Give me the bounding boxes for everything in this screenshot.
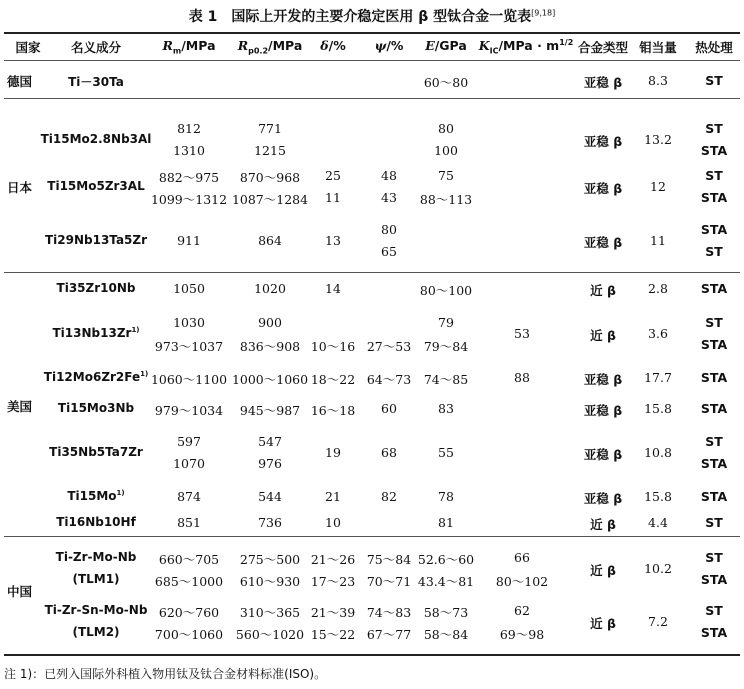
cell-rp: 1000～1060 xyxy=(231,372,309,387)
cell-d: 10～16 xyxy=(310,339,356,354)
header-moeq: 钼当量 xyxy=(639,40,677,55)
cell-d: 14 xyxy=(325,281,341,296)
cell-d: 11 xyxy=(325,190,341,205)
header-psi: ψ/% xyxy=(374,38,404,53)
cell-rp: 544 xyxy=(258,489,282,504)
cell-e: 60～80 xyxy=(423,75,469,90)
cell-e: 55 xyxy=(438,445,454,460)
table-title: 表 1 国际上开发的主要介稳定医用 β 型钛合金一览表[9,18] xyxy=(188,8,556,25)
cell-mo-equivalent: 10.2 xyxy=(644,561,672,576)
cell-ht: STA xyxy=(700,456,728,471)
cell-mo-equivalent: 4.4 xyxy=(648,515,668,530)
cell-mo-equivalent: 7.2 xyxy=(648,614,668,629)
cell-ht: STA xyxy=(700,337,728,352)
cell-d: 17～23 xyxy=(310,574,356,589)
cell-d: 10 xyxy=(325,515,341,530)
cell-rm: 1060～1100 xyxy=(150,372,228,387)
cell-d: 21 xyxy=(325,489,341,504)
cell-k: 53 xyxy=(514,326,530,341)
cell-rm: 979～1034 xyxy=(154,403,224,418)
title-ref: [9,18] xyxy=(531,8,556,18)
cell-ht: ST xyxy=(705,603,723,618)
cell-mo-equivalent: 8.3 xyxy=(648,73,668,88)
cell-rp: 864 xyxy=(258,233,282,248)
cell-alloy-type: 亚稳 β xyxy=(583,235,623,250)
cell-rp: 900 xyxy=(258,315,282,330)
cell-alloy-type: 亚稳 β xyxy=(583,491,623,506)
cell-ht: ST xyxy=(705,434,723,449)
footnote-ref: 1) xyxy=(131,326,140,334)
cell-p: 65 xyxy=(381,244,397,259)
cell-p: 70～71 xyxy=(366,574,412,589)
cell-rm: 812 xyxy=(177,121,201,136)
cell-rm: 973～1037 xyxy=(154,339,224,354)
cell-mo-equivalent: 13.2 xyxy=(644,132,672,147)
cell-rm: 882～975 xyxy=(158,170,220,185)
cell-rm: 1310 xyxy=(173,143,205,158)
footnote: 注 1)：已列入国际外科植入物用钛及钛合金材料标准(ISO)。 xyxy=(4,667,327,681)
country-japan: 日本 xyxy=(7,180,33,195)
cell-ht: ST xyxy=(705,121,723,136)
cell-p: 67～77 xyxy=(366,627,412,642)
cell-e: 52.6～60 xyxy=(417,552,475,567)
cell-ht: STA xyxy=(700,572,728,587)
alloy-name: Ti13Nb13Zr$^{1)}$ xyxy=(52,326,140,340)
cell-ht: STA xyxy=(700,370,728,385)
cell-alloy-type: 亚稳 β xyxy=(583,75,623,90)
header-rp: $R_{p0.2}$/MPa xyxy=(237,38,303,56)
cell-e: 83 xyxy=(438,401,454,416)
cell-e: 75 xyxy=(438,168,454,183)
cell-d: 25 xyxy=(325,168,341,183)
cell-rp: 547 xyxy=(258,434,282,449)
header-type: 合金类型 xyxy=(577,40,629,55)
alloy-name: Ti29Nb13Ta5Zr xyxy=(44,233,148,247)
cell-ht: STA xyxy=(700,625,728,640)
rule-de xyxy=(4,98,740,99)
cell-alloy-type: 近 β xyxy=(590,283,616,298)
cell-p: 75～84 xyxy=(366,552,412,567)
cell-rm: 911 xyxy=(177,233,201,248)
cell-d: 19 xyxy=(325,445,341,460)
cell-rm: 597 xyxy=(177,434,201,449)
cell-ht: STA xyxy=(700,190,728,205)
header-delta: δ/% xyxy=(320,38,346,53)
cell-rm: 1099～1312 xyxy=(150,192,228,207)
cell-e: 81 xyxy=(438,515,454,530)
cell-rp: 870～968 xyxy=(239,170,301,185)
cell-mo-equivalent: 11 xyxy=(650,233,666,248)
cell-p: 74～83 xyxy=(366,605,412,620)
header-country: 国家 xyxy=(15,40,41,55)
country-china: 中国 xyxy=(7,584,33,599)
alloy-name: Ti－30Ta xyxy=(68,75,124,89)
cell-p: 80 xyxy=(381,222,397,237)
cell-rp: 1020 xyxy=(254,281,286,296)
header-rm: $R_m$/MPa xyxy=(162,38,216,56)
cell-ht: ST xyxy=(705,550,723,565)
alloy-name: Ti15Mo3Nb xyxy=(57,401,135,415)
cell-ht: ST xyxy=(705,315,723,330)
cell-rm: 685～1000 xyxy=(154,574,224,589)
alloy-name: Ti12Mo6Zr2Fe$^{1)}$ xyxy=(43,370,149,384)
cell-d: 15～22 xyxy=(310,627,356,642)
cell-p: 64～73 xyxy=(366,372,412,387)
cell-rp: 836～908 xyxy=(239,339,301,354)
rule-top xyxy=(4,32,740,34)
cell-alloy-type: 亚稳 β xyxy=(583,447,623,462)
cell-alloy-type: 亚稳 β xyxy=(583,134,623,149)
cell-ht: ST xyxy=(705,168,723,183)
cell-e: 80～100 xyxy=(419,283,473,298)
cell-rp: 1215 xyxy=(254,143,286,158)
cell-alloy-type: 亚稳 β xyxy=(583,181,623,196)
cell-e: 78 xyxy=(438,489,454,504)
cell-p: 27～53 xyxy=(366,339,412,354)
cell-p: 68 xyxy=(381,445,397,460)
cell-k: 80～102 xyxy=(495,574,549,589)
cell-mo-equivalent: 2.8 xyxy=(648,281,668,296)
alloy-designation: (TLM2) xyxy=(72,625,120,639)
cell-e: 88～113 xyxy=(419,192,473,207)
alloy-name: Ti-Zr-Sn-Mo-Nb xyxy=(44,603,148,617)
cell-ht: STA xyxy=(700,281,728,296)
cell-mo-equivalent: 10.8 xyxy=(644,445,672,460)
footnote-ref: 1) xyxy=(140,370,149,378)
alloy-name: Ti15Mo2.8Nb3Al xyxy=(40,132,152,146)
cell-p: 60 xyxy=(381,401,397,416)
cell-ht: ST xyxy=(705,244,723,259)
cell-rp: 310～365 xyxy=(239,605,301,620)
alloy-name: Ti15Mo5Zr3AL xyxy=(47,179,145,193)
cell-d: 18～22 xyxy=(310,372,356,387)
cell-ht: STA xyxy=(700,222,728,237)
rule-bottom xyxy=(4,654,740,656)
country-germany: 德国 xyxy=(7,74,33,89)
cell-d: 21～39 xyxy=(310,605,356,620)
cell-mo-equivalent: 3.6 xyxy=(648,326,668,341)
rule-jp xyxy=(4,272,740,273)
country-usa: 美国 xyxy=(7,399,33,414)
cell-e: 79 xyxy=(438,315,454,330)
cell-alloy-type: 近 β xyxy=(590,517,616,532)
cell-mo-equivalent: 15.8 xyxy=(644,401,672,416)
alloy-name: Ti35Zr10Nb xyxy=(56,281,136,295)
cell-ht: ST xyxy=(705,73,723,88)
cell-mo-equivalent: 12 xyxy=(650,179,666,194)
cell-e: 58～84 xyxy=(423,627,469,642)
cell-rm: 874 xyxy=(177,489,201,504)
cell-ht: STA xyxy=(700,143,728,158)
header-heat: 热处理 xyxy=(695,40,733,55)
cell-k: 66 xyxy=(514,550,530,565)
alloy-name: Ti15Mo$^{1)}$ xyxy=(67,489,125,503)
cell-e: 74～85 xyxy=(423,372,469,387)
cell-mo-equivalent: 17.7 xyxy=(644,370,672,385)
cell-alloy-type: 近 β xyxy=(590,616,616,631)
cell-k: 62 xyxy=(514,603,530,618)
cell-alloy-type: 亚稳 β xyxy=(583,372,623,387)
cell-rm: 660～705 xyxy=(158,552,220,567)
cell-rp: 736 xyxy=(258,515,282,530)
cell-d: 21～26 xyxy=(310,552,356,567)
cell-rm: 620～760 xyxy=(158,605,220,620)
cell-rp: 771 xyxy=(258,121,282,136)
cell-rm: 1050 xyxy=(173,281,205,296)
cell-ht: STA xyxy=(700,401,728,416)
rule-header xyxy=(4,60,740,61)
rule-us xyxy=(4,536,740,537)
cell-ht: ST xyxy=(705,515,723,530)
cell-alloy-type: 近 β xyxy=(590,328,616,343)
cell-rp: 560～1020 xyxy=(235,627,305,642)
cell-d: 13 xyxy=(325,233,341,248)
header-e: E/GPa xyxy=(425,38,467,53)
alloy-name: Ti35Nb5Ta7Zr xyxy=(49,445,143,459)
cell-p: 82 xyxy=(381,489,397,504)
cell-rm: 700～1060 xyxy=(154,627,224,642)
cell-e: 80 xyxy=(438,121,454,136)
cell-e: 58～73 xyxy=(423,605,469,620)
cell-rp: 976 xyxy=(258,456,282,471)
cell-k: 69～98 xyxy=(499,627,545,642)
cell-p: 48 xyxy=(381,168,397,183)
header-k: $K_{IC}$/MPa · $m^{1/2}$ xyxy=(478,38,574,56)
cell-p: 43 xyxy=(381,190,397,205)
cell-d: 16～18 xyxy=(310,403,356,418)
cell-ht: STA xyxy=(700,489,728,504)
cell-alloy-type: 亚稳 β xyxy=(583,403,623,418)
cell-rp: 945～987 xyxy=(239,403,301,418)
cell-k: 88 xyxy=(514,370,530,385)
alloy-name: Ti-Zr-Mo-Nb xyxy=(55,550,137,564)
cell-e: 79～84 xyxy=(423,339,469,354)
cell-rm: 851 xyxy=(177,515,201,530)
alloy-name: Ti16Nb10Hf xyxy=(56,515,136,529)
footnote-ref: 1) xyxy=(116,489,125,497)
cell-alloy-type: 近 β xyxy=(590,563,616,578)
cell-rm: 1070 xyxy=(173,456,205,471)
cell-e: 43.4～81 xyxy=(417,574,475,589)
alloy-designation: (TLM1) xyxy=(72,572,120,586)
cell-rp: 1087～1284 xyxy=(231,192,309,207)
cell-rp: 275～500 xyxy=(239,552,301,567)
header-composition: 名义成分 xyxy=(70,40,122,55)
cell-rp: 610～930 xyxy=(239,574,301,589)
cell-e: 100 xyxy=(434,143,458,158)
cell-rm: 1030 xyxy=(173,315,205,330)
cell-mo-equivalent: 15.8 xyxy=(644,489,672,504)
